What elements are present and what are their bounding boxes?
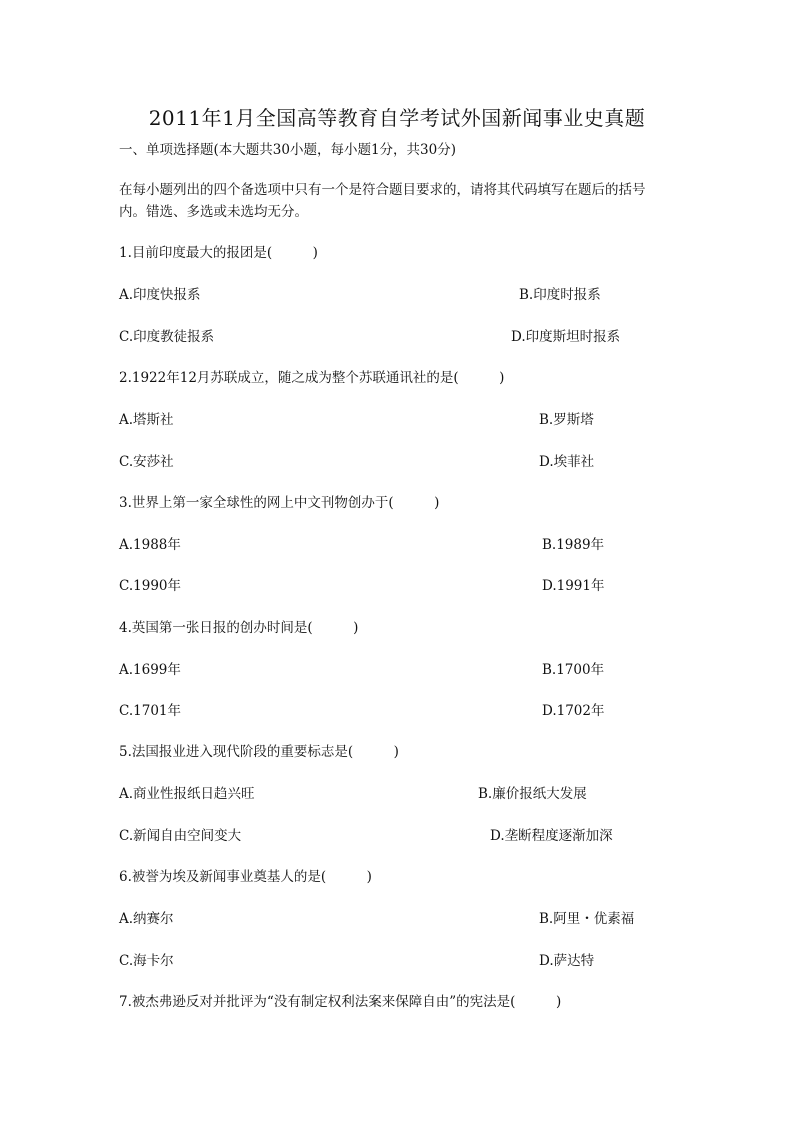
option-c: C.印度教徒报系 bbox=[119, 329, 215, 345]
instructions-line-1: 在每小题列出的四个备选项中只有一个是符合题目要求的，请将其代码填写在题后的括号 bbox=[119, 182, 646, 198]
question-stem: 1.目前印度最大的报团是( ) bbox=[119, 245, 318, 261]
instructions bbox=[119, 179, 679, 223]
page-title: 2011年1月全国高等教育自学考试外国新闻事业史真题 bbox=[148, 106, 646, 130]
question-stem: 5.法国报业进入现代阶段的重要标志是( ) bbox=[119, 744, 399, 760]
option-a: A.商业性报纸日趋兴旺 bbox=[119, 786, 255, 802]
option-c: C.安莎社 bbox=[119, 454, 174, 470]
question-stem: 7.被杰弗逊反对并批评为“没有制定权利法案来保障自由”的宪法是( ) bbox=[119, 994, 562, 1010]
option-b: B.1700年 bbox=[542, 662, 605, 678]
section-header: 一、单项选择题(本大题共30小题，每小题1分，共30分) bbox=[119, 142, 456, 158]
option-a: A.塔斯社 bbox=[119, 412, 174, 428]
option-a: A.1699年 bbox=[119, 662, 181, 678]
option-d: D.萨达特 bbox=[539, 953, 595, 969]
instructions-line-2: 内。错选、多选或未选均无分。 bbox=[119, 204, 308, 220]
option-c: C.海卡尔 bbox=[119, 953, 174, 969]
option-d: D.印度斯坦时报系 bbox=[511, 329, 621, 345]
option-a: A.1988年 bbox=[119, 537, 181, 553]
option-d: D.1991年 bbox=[542, 578, 605, 594]
question-stem: 6.被誉为埃及新闻事业奠基人的是( ) bbox=[119, 869, 372, 885]
option-b: B.阿里・优素福 bbox=[539, 911, 635, 927]
option-b: B.罗斯塔 bbox=[539, 412, 594, 428]
option-b: B.1989年 bbox=[542, 537, 605, 553]
option-c: C.1701年 bbox=[119, 703, 181, 719]
question-stem: 3.世界上第一家全球性的网上中文刊物创办于( ) bbox=[119, 495, 440, 511]
option-c: C.1990年 bbox=[119, 578, 181, 594]
option-a: A.印度快报系 bbox=[119, 287, 201, 303]
option-d: D.埃菲社 bbox=[539, 454, 595, 470]
option-b: B.廉价报纸大发展 bbox=[478, 786, 587, 802]
option-c: C.新闻自由空间变大 bbox=[119, 828, 242, 844]
question-stem: 2.1922年12月苏联成立，随之成为整个苏联通讯社的是( ) bbox=[119, 370, 505, 386]
option-d: D.1702年 bbox=[542, 703, 605, 719]
option-a: A.纳赛尔 bbox=[119, 911, 174, 927]
question-stem: 4.英国第一张日报的创办时间是( ) bbox=[119, 620, 359, 636]
option-d: D.垄断程度逐渐加深 bbox=[490, 828, 613, 844]
option-b: B.印度时报系 bbox=[519, 287, 601, 303]
